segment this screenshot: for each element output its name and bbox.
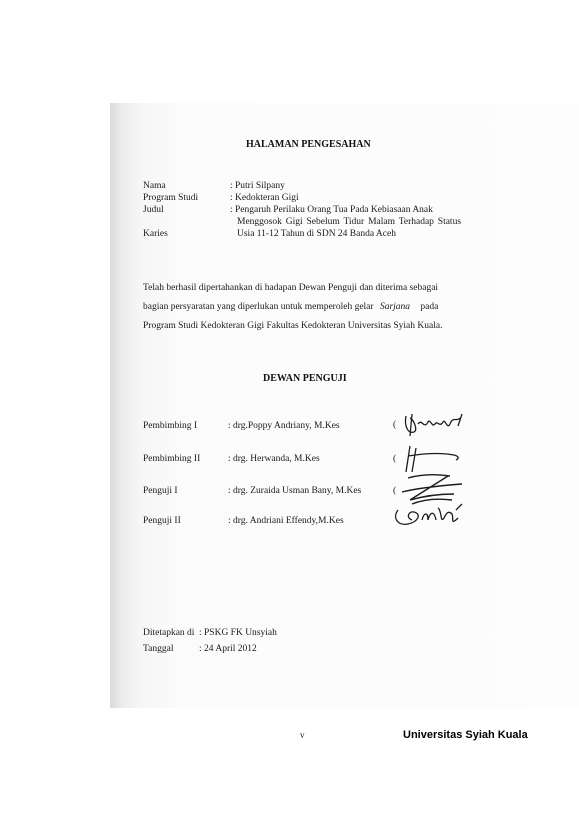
approval-paragraph-line1 bbox=[143, 282, 473, 294]
examiner-name: : drg. Herwanda, M.Kes bbox=[228, 454, 320, 464]
paragraph-text: bagian persyaratan yang diperlukan untuk memperoleh gelar bbox=[143, 302, 374, 312]
date-value: : 24 April 2012 bbox=[199, 644, 257, 654]
paragraph-text: pada bbox=[420, 302, 439, 312]
info-value-program: : Kedokteran Gigi bbox=[230, 193, 299, 203]
info-label-program: Program Studi bbox=[143, 193, 199, 203]
info-value-judul-line2: Menggosok Gigi Sebelum Tidur Malam Terhadap Status bbox=[237, 217, 462, 227]
examiner-role: Pembimbing I bbox=[143, 421, 198, 431]
signature-paren: ( bbox=[393, 486, 397, 496]
determined-at-value: : PSKG FK Unsyiah bbox=[199, 628, 277, 638]
signature-pembimbing-1 bbox=[400, 406, 470, 440]
paragraph-text: Telah berhasil dipertahankan di hadapan Dewan Penguji dan diterima sebagai bbox=[143, 283, 439, 293]
examiner-name: : drg. Andriani Effendy,M.Kes bbox=[228, 516, 344, 526]
info-value-nama: : Putri Silpany bbox=[230, 181, 285, 191]
board-title: DEWAN PENGUJI bbox=[263, 373, 347, 384]
page-number: v bbox=[300, 730, 305, 740]
info-label-nama: Nama bbox=[143, 181, 166, 191]
signature-paren: ( bbox=[393, 454, 397, 464]
degree-text: Sarjana bbox=[379, 302, 411, 312]
info-label-karies: Karies bbox=[143, 229, 168, 239]
approval-paragraph-line2 bbox=[143, 301, 473, 313]
signature-paren: ( bbox=[393, 420, 397, 430]
date-label: Tanggal bbox=[143, 644, 174, 654]
approval-paragraph-line3 bbox=[143, 320, 473, 332]
info-label-judul: Judul bbox=[143, 205, 164, 215]
signature-penguji-2 bbox=[388, 496, 470, 532]
determined-at-label: Ditetapkan di bbox=[143, 628, 195, 638]
paragraph-text: Program Studi Kedokteran Gigi Fakultas Kedokteran Universitas Syiah Kuala. bbox=[143, 321, 443, 331]
examiner-role: Pembimbing II bbox=[143, 454, 201, 464]
footer-university: Universitas Syiah Kuala bbox=[403, 729, 528, 741]
info-value-judul-line3: Usia 11-12 Tahun di SDN 24 Banda Aceh bbox=[237, 229, 396, 239]
examiner-role: Penguji I bbox=[143, 486, 178, 496]
page-title: HALAMAN PENGESAHAN bbox=[246, 139, 371, 150]
examiner-name: : drg. Zuraida Usman Bany, M.Kes bbox=[228, 486, 362, 496]
examiner-name: : drg.Poppy Andriany, M.Kes bbox=[228, 421, 340, 431]
info-value-judul-line1: : Pengaruh Perilaku Orang Tua Pada Kebiasaan Anak bbox=[230, 205, 433, 215]
examiner-role: Penguji II bbox=[143, 516, 181, 526]
